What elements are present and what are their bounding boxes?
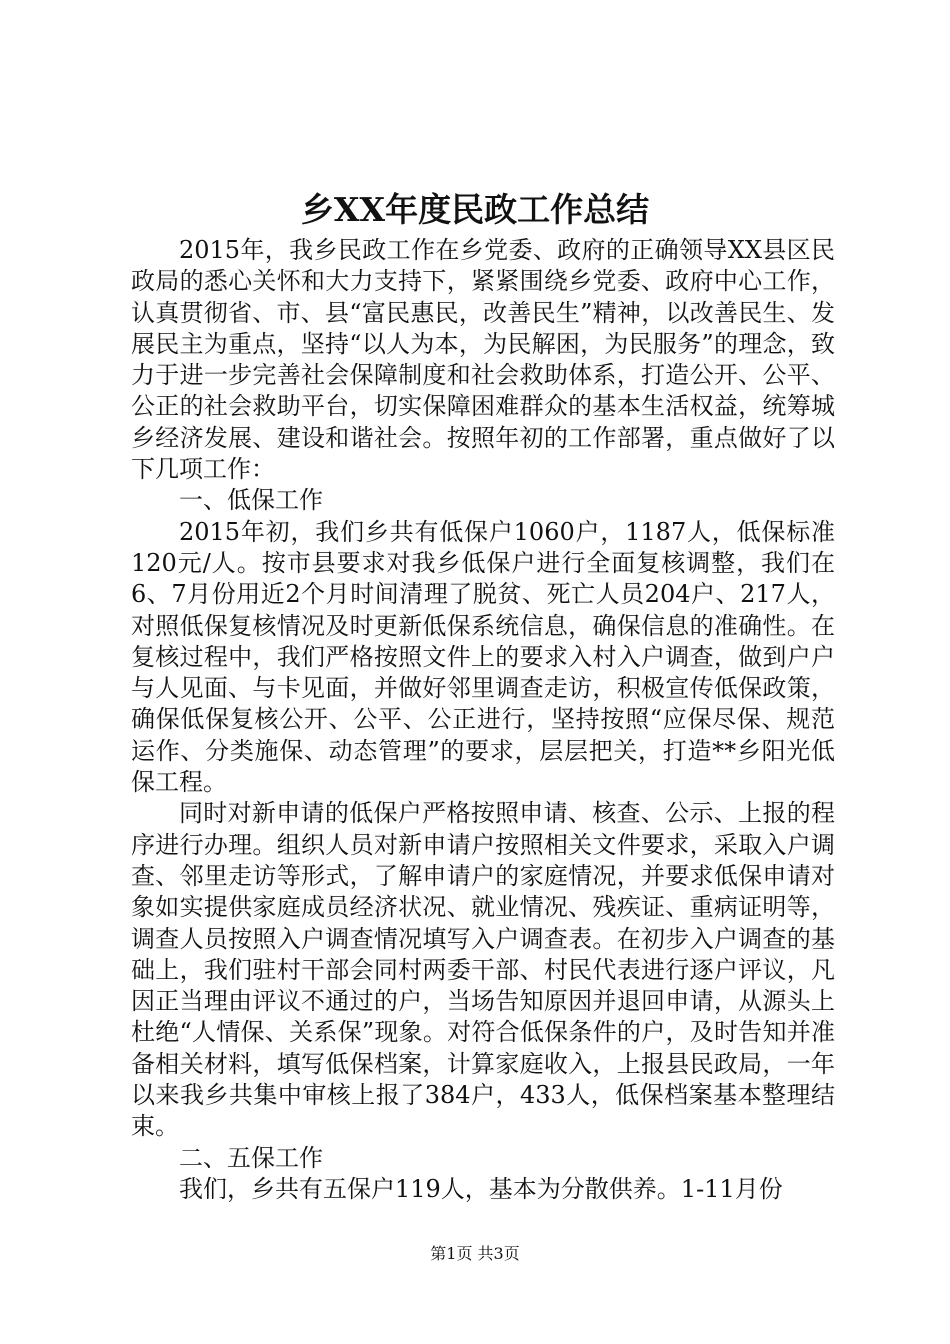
paragraph-intro: 2015年，我乡民政工作在乡党委、政府的正确领导XX县区民政局的悉心关怀和大力支持下，紧紧围绕乡党委、政府中心工作，认真贯彻省、市、县“富民惠民，改善民生”精神，以改善民生、发展民主为重点，坚持“以人为本，为民解困，为民服务”的理念，致力于进一步完善社会保障制度和社会救助体系，打造公开、公平、公正的社会救助平台，切实保障困难群众的基本生活权益，统筹城乡经济发展、建设和谐社会。按照年初的工作部署，重点做好了以下几项工作： xyxy=(131,236,835,484)
paragraph-five-guarantees: 我们，乡共有五保户119人，基本为分散供养。1-11月份 xyxy=(179,1174,783,1203)
section-heading-low-income: 一、低保工作 xyxy=(179,486,323,515)
section-heading-five-guarantees: 二、五保工作 xyxy=(179,1143,323,1172)
paragraph-low-income-review: 2015年初，我们乡共有低保户1060户，1187人，低保标准120元/人。按市县要求对我乡低保户进行全面复核调整，我们在6、7月份用近2个月时间清理了脱贫、死亡人员204户、217人，对照低保复核情况及时更新低保系统信息，确保信息的准确性。在复核过程中，我们严格按照文件上的要求入村入户调查，做到户户与人见面、与卡见面，并做好邻里调查走访，积极宣传低保政策，确保低保复核公开、公平、公正进行，坚持按照“应保尽保、规范运作、分类施保、动态管理”的要求，层层把关，打造**乡阳光低保工程。 xyxy=(131,517,835,797)
paragraph-low-income-application: 同时对新申请的低保户严格按照申请、核查、公示、上报的程序进行办理。组织人员对新申请户按照相关文件要求，采取入户调查、邻里走访等形式，了解申请户的家庭情况，并要求低保申请对象如实提供家庭成员经济状况、就业情况、残疾证、重病证明等，调查人员按照入户调查情况填写入户调查表。在初步入户调查的基础上，我们驻村干部会同村两委干部、村民代表进行逐户评议，凡因正当理由评议不通过的户，当场告知原因并退回申请，从源头上杜绝“人情保、关系保”现象。对符合低保条件的户，及时告知并准备相关材料，填写低保档案，计算家庭收入，上报县民政局，一年以来我乡共集中审核上报了384户，433人，低保档案基本整理结束。 xyxy=(131,799,835,1141)
document-title: 乡XX年度民政工作总结 xyxy=(300,190,650,229)
page-footer: 第1页 共3页 xyxy=(430,1244,520,1263)
document-body xyxy=(131,235,835,1205)
